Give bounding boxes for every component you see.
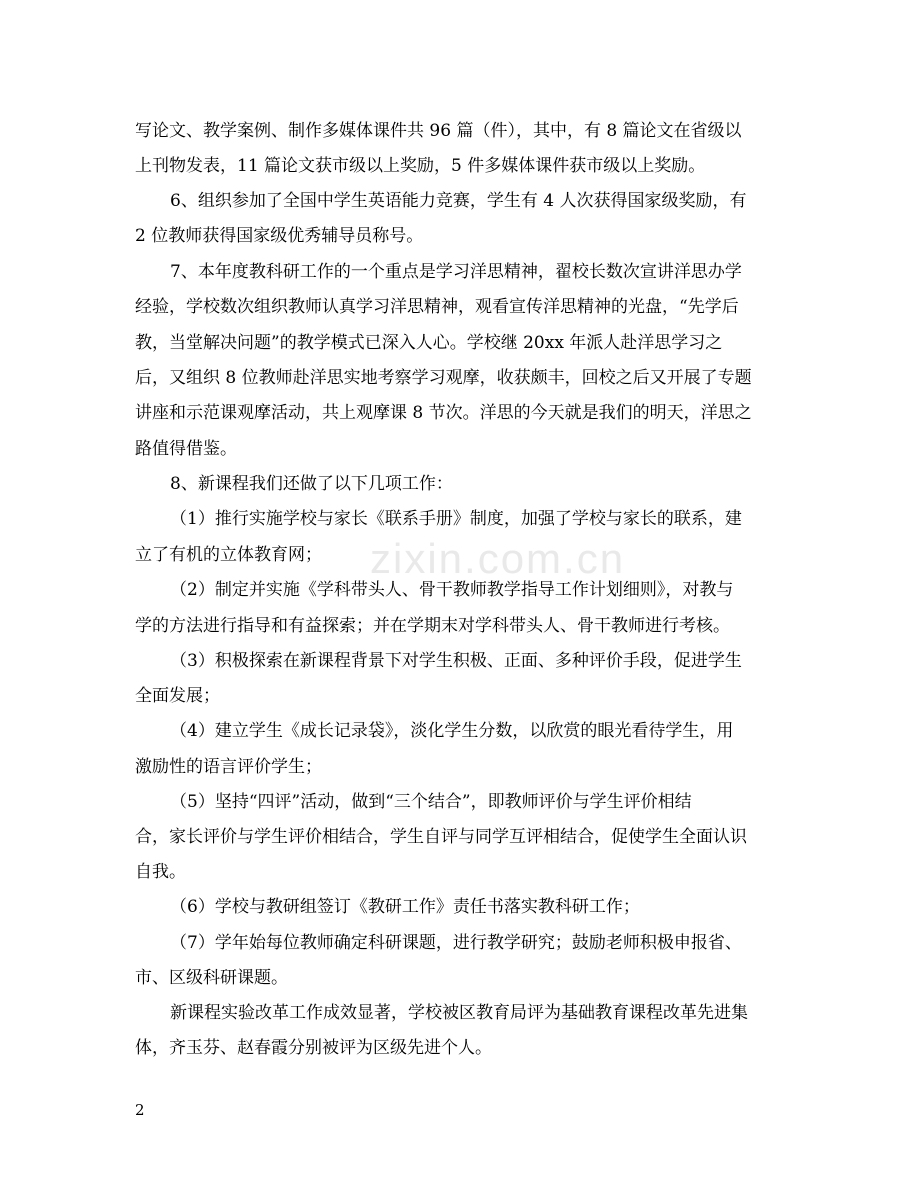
text-line: 市、区级科研课题。 [135,968,288,988]
text-line: 2 位教师获得国家级优秀辅导员称号。 [135,226,424,246]
text-line: 立了有机的立体教育网； [135,545,322,565]
text-line: 8、新课程我们还做了以下几项工作： [170,474,453,494]
text-line: 激励性的语言评价学生； [135,757,322,777]
text-line: （4）建立学生《成长记录袋》，淡化学生分数，以欣赏的眼光看待学生，用 [170,721,734,741]
text-line: 6、组织参加了全国中学生英语能力竞赛，学生有 4 人次获得国家级奖励，有 [170,191,747,211]
text-line: 路值得借鉴。 [135,439,237,459]
text-line: 后，又组织 8 位教师赴洋思实地考察学习观摩，收获颇丰，回校之后又开展了专题 [135,368,752,388]
text-line: 合，家长评价与学生评价相结合，学生自评与同学互评相结合，促使学生全面认识 [135,827,747,847]
text-line: 自我。 [135,862,186,882]
text-line: （5）坚持“四评”活动，做到“三个结合”，即教师评价与学生评价相结 [170,792,692,812]
text-line: （6）学校与教研组签订《教研工作》责任书落实教科研工作； [170,897,640,917]
text-line: 上刊物发表，11 篇论文获市级以上奖励，5 件多媒体课件获市级以上奖励。 [135,156,706,176]
text-line: 经验，学校数次组织教师认真学习洋思精神，观看宣传洋思精神的光盘，“先学后 [135,297,739,317]
text-line: 教，当堂解决问题”的教学模式已深入人心。学校继 20xx 年派人赴洋思学习之 [135,333,723,353]
page-number: 2 [135,1101,145,1119]
text-line: 写论文、教学案例、制作多媒体课件共 96 篇（件），其中，有 8 篇论文在省级以 [135,121,742,141]
text-line: （2）制定并实施《学科带头人、骨干教师教学指导工作计划细则》，对教与 [170,580,734,600]
text-line: （3）积极探索在新课程背景下对学生积极、正面、多种评价手段，促进学生 [170,651,742,671]
text-line: 全面发展； [135,686,220,706]
text-line: 7、本年度教科研工作的一个重点是学习洋思精神，翟校长数次宣讲洋思办学 [170,262,742,282]
watermark: zixin.com.cn [370,535,626,582]
text-line: 体，齐玉芬、赵春霞分别被评为区级先进个人。 [135,1038,492,1058]
text-line: （1）推行实施学校与家长《联系手册》制度，加强了学校与家长的联系，建 [170,509,742,529]
text-line: （7）学年始每位教师确定科研课题，进行教学研究；鼓励老师积极申报省、 [170,933,742,953]
text-line: 新课程实验改革工作成效显著，学校被区教育局评为基础教育课程改革先进集 [170,1003,748,1023]
text-line: 学的方法进行指导和有益探索；并在学期末对学科带头人、骨干教师进行考核。 [135,616,730,636]
text-line: 讲座和示范课观摩活动，共上观摩课 8 节次。洋思的今天就是我们的明天，洋思之 [135,403,752,423]
